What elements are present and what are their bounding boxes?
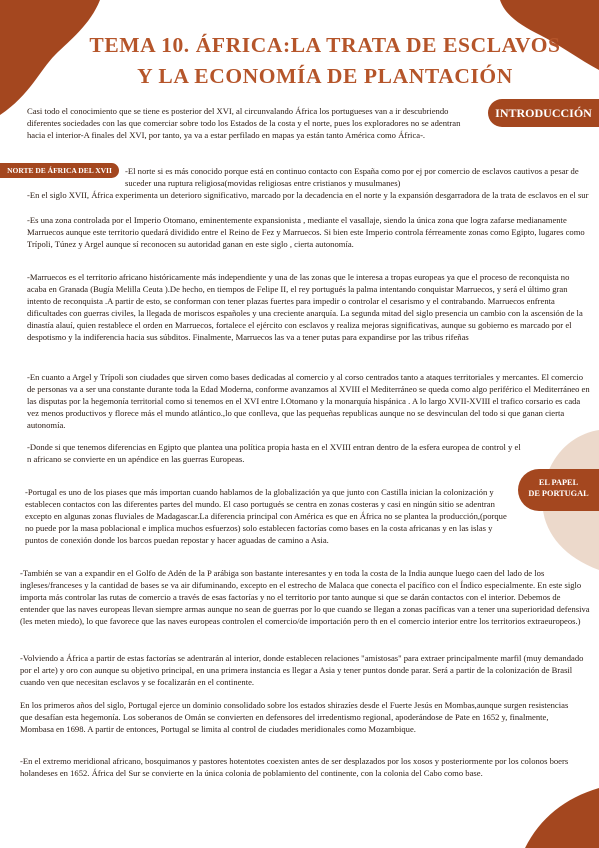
- paragraph-argel-tripoli: -En cuanto a Argel y Trípoli son ciudades que sirven como bases dedicadas al comercio y al corso centrados tanto a ataques territoriales y mercantes. El comercio de personas va a ser una constante durante toda la Edad Moderna, conforme avanzamos al XVIII el Mediterráneo se queda como algo periférico el Mediterráneo en las disputas por la hegemonía territorial como si tenemos en el XVI entre I.Otomano y la monarquía hispánica . A lo largo XVII-XVIII el trafico corsario es cada vez menos productivos y florece más el mundo atlántico.,lo que conlleva, que las pequeñas republicas aunque no se desvinculan del todo si que ganan cierta autonomía.: [27, 372, 590, 431]
- section-badge-introduccion: INTRODUCCIÓN: [488, 99, 599, 127]
- paragraph-golfo-aden: -También se van a expandir en el Golfo de Adén de la P arábiga son bastante interesantes y en toda la costa de la India aunque luego caen del lado de los ingleses/franceses y la cantidad de bases se va air difuminando, excepto en el estrecho de Malaca que conecta el pacífico con el Índico especialmente. En este siglo importa más controlar las rutas de comercio a través de esas factorías y no el territorio por tanto aunque si que se darán contactos con el interior. Debemos de entender que las naves europeas llevan siempre armas aunque no sean de guerras por lo que cuando se llegan a zonas pacíficas van a tener una superioridad defensiva (les meten miedo), lo que favorece que las naves europeas controlen el comercio/de importación pero th en el comercio interior entre los territorios extraeuropeos.): [20, 568, 590, 627]
- section-badge-papel-portugal: [518, 469, 599, 511]
- badge-portugal-line-2: DE PORTUGAL: [528, 489, 589, 498]
- section-badge-norte-africa: NORTE DE ÁFRICA DEL XVII: [0, 163, 119, 178]
- paragraph-intro: Casi todo el conocimiento que se tiene es posterior del XVI, al circunvalando África los portugueses van a ir descubriendo diferentes sociedades con las que comerciar sobre todo los Estados de la costa y el norte, pues los exploradores no se adentran hacia el interior-A finales del XVI, por tanto, ya va a estar perfilado en mapas ya están tanto América como África-.: [27, 106, 461, 141]
- paragraph-extremo-meridional: -En el extremo meridional africano, bosquimanos y pastores hotentotes coexisten antes de ser desplazados por los xosos y posteriormente por los colonos boers holandeses en 1652. África del Sur se convierte en la única colonia de poblamiento del continente, con la colonia del Cabo como base.: [20, 756, 569, 779]
- paragraph-volviendo: -Volviendo a África a partir de estas factorías se adentrarán al interior, donde establecen relaciones "amistosas" para extraer principalmente marfil (muy demandado por el arte) y oro con aunque su objetivo principal, en una primera instancia es llegar a Asia y tener puntos donde parar. Será a partir de la colonización de Brasil cuando ven que necesitan esclavos y se focalizarán en el continente.: [20, 653, 584, 688]
- paragraph-egipto: -Donde si que tenemos diferencias en Egipto que plantea una política propia hasta en el XVIII entran dentro de la esfera europea de control y el n africano se convierte en un apéndice en las guerras Europeas.: [27, 442, 521, 465]
- title-line-2: Y LA ECONOMÍA DE PLANTACIÓN: [137, 64, 513, 88]
- paragraph-otomano: -Es una zona controlada por el Imperio Otomano, eminentemente expansionista , mediante el vasallaje, siendo la única zona que logra zafarse medianamente Marruecos aunque este territorio quedará dividido entre el Reino de Fez y Marruecos. Si bien este Imperio controla férreamente zonas como Egipto, lugares como Trípoli, Túnez y Argel aunque sí reconocen su autoridad ganan en este siglo , cierta autonomía.: [27, 215, 585, 250]
- paragraph-norte: -El norte si es más conocido porque está en continuo contacto con España como por ej por comercio de esclavos cautivos a pesar de suceder una ruptura religiosa(movidas religiosas entre cristianos y musulmanes): [125, 166, 579, 189]
- paragraph-marruecos: -Marruecos es el territorio africano históricamente más independiente y una de las zonas que le interesa a tropas europeas ya que el proceso de reconquista no acaba en Granada (Bugía Melilla Ceuta ).De hecho, en tiempos de Felipe II, el rey portugués la palma intentando conquistar Marruecos, y será el último gran intento de reconquista .A partir de esto, se conforman con tener plazas fuertes para impedir o controlar el cesarismo y el contrabando. Marruecos enfrenta dificultades con guerras civiles, la llegada de moriscos españoles y una creciente anarquía. La segunda mitad del siglo presencia un cambio con la ascensión de la dinastía alauí, quien restablece el orden en Marruecos, fortalece el ejército con esclavos y realiza mejoras significativas, aunque su gobierno es marcado por el despotismo y la indiferencia hacia sus súbditos. Finalmente, Marruecos las va a tener putas para expandirse por las tribus rifeñas: [27, 272, 583, 343]
- bottom-right-blob: [470, 788, 599, 848]
- paragraph-siglo-xvii: -En el siglo XVII, África experimenta un deterioro significativo, marcado por la decadencia en el norte y la expansión desgarradora de la trata de esclavos en el sur: [27, 190, 589, 200]
- title-line-1: TEMA 10. ÁFRICA:LA TRATA DE ESCLAVOS: [89, 33, 561, 57]
- paragraph-portugal: -Portugal es uno de los piases que más importan cuando hablamos de la globalización ya que junto con Castilla inician la colonización y establecen contactos con las diferentes partes del mundo. El caso portugués se centra en zonas costeras y casi en ningún sitio se adentran excepto en algunas zonas fluviales de Madagascar.La diferencia principal con América es que en África no se plantea la producción,(porque no puede por la masa poblacional e implica muchos esfuerzos) solo establecen factorías como bases en la costa africanas y en las islas y puntos de conexión donde los barcos puedan repostar y hacer aguadas de camino a Asia.: [25, 487, 507, 546]
- paragraph-primeros-anos: En los primeros años del siglo, Portugal ejerce un dominio consolidado sobre los estados shirazíes desde el Fuerte Jesús en Mombas,aunque surgen resistencias que desafían esta hegemonía. Los soberanos de Omán se convierten en defensores del irredentismo regional, apoderándose de Pate en 1652 y, finalmente, Mombasa en 1698. A partir de entonces, Portugal se limita al control de ciudades meridionales como Mozambique.: [20, 700, 569, 735]
- badge-portugal-line-1: EL PAPEL: [538, 478, 579, 487]
- page-title: [60, 30, 590, 92]
